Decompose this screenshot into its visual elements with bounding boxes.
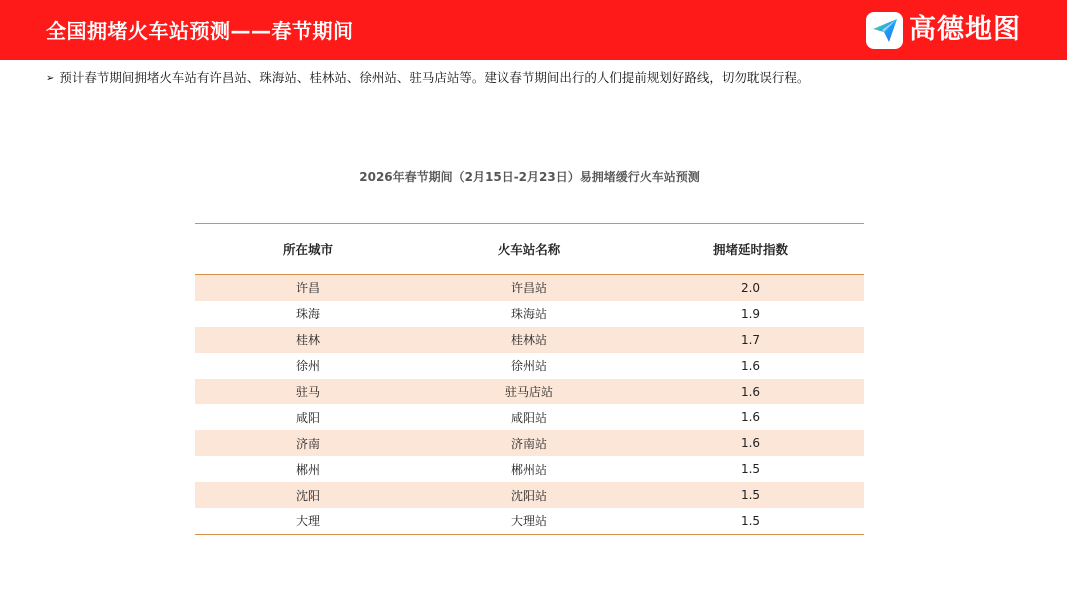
table-row: [195, 482, 864, 508]
table-row: [195, 379, 864, 405]
bullet-marker: ➢: [46, 73, 55, 84]
paper-plane-icon: [866, 12, 903, 49]
table-row: [195, 430, 864, 456]
city-cell: 大理: [295, 514, 320, 529]
delay-index-cell: 1.6: [637, 379, 864, 405]
table-caption: 2026年春节期间（2月15日-2月23日）易拥堵缓行火车站预测: [359, 170, 700, 184]
city-cell: 许昌: [195, 275, 421, 301]
page-title: 全国拥堵火车站预测——春节期间: [46, 19, 354, 43]
city-cell: 徐州: [295, 359, 320, 374]
amap-logo: [866, 11, 1021, 49]
city-cell: 沈阳: [195, 482, 421, 508]
station-cell: 驻马店站: [421, 379, 637, 405]
column-header-station: 火车站名称: [421, 224, 637, 275]
city-cell: 郴州: [295, 462, 320, 477]
delay-index-cell: 1.5: [740, 462, 761, 477]
logo-text: 高德地图: [909, 14, 1021, 45]
station-cell: 郴州站: [510, 462, 547, 477]
delay-index-cell: 1.6: [740, 358, 761, 373]
delay-index-cell: 2.0: [637, 275, 864, 301]
station-cell: 济南站: [421, 430, 637, 456]
table-row: [195, 275, 864, 301]
city-cell: 济南: [195, 430, 421, 456]
city-cell: 桂林: [195, 327, 421, 353]
station-cell: 沈阳站: [421, 482, 637, 508]
bullet-text: 预计春节期间拥堵火车站有许昌站、珠海站、桂林站、徐州站、驻马店站等。建议春节期间出行的人们提前规划好路线，切勿耽误行程。: [59, 70, 810, 85]
station-cell: 徐州站: [510, 359, 547, 374]
station-congestion-table: [195, 223, 864, 535]
table-row: [195, 301, 864, 327]
table-row: [195, 404, 864, 430]
column-header-city: 所在城市: [195, 224, 421, 275]
delay-index-cell: 1.7: [637, 327, 864, 353]
station-cell: 桂林站: [421, 327, 637, 353]
station-cell: 咸阳站: [510, 410, 547, 425]
column-header-delay-index: 拥堵延时指数: [637, 224, 864, 275]
table-row: [195, 353, 864, 379]
city-cell: 珠海: [295, 307, 320, 322]
delay-index-cell: 1.5: [740, 513, 761, 528]
city-cell: 咸阳: [295, 410, 320, 425]
table-header-row: [195, 224, 864, 275]
table-row: [195, 456, 864, 482]
table-row: [195, 508, 864, 534]
delay-index-cell: 1.6: [637, 430, 864, 456]
station-cell: 许昌站: [421, 275, 637, 301]
station-cell: 珠海站: [510, 307, 547, 322]
table-row: [195, 327, 864, 353]
header-bar: [0, 0, 1067, 60]
delay-index-cell: 1.5: [637, 482, 864, 508]
city-cell: 驻马: [195, 379, 421, 405]
delay-index-cell: 1.6: [740, 410, 761, 425]
station-cell: 大理站: [510, 514, 547, 529]
delay-index-cell: 1.9: [740, 306, 761, 321]
bullet-note: [46, 69, 809, 88]
